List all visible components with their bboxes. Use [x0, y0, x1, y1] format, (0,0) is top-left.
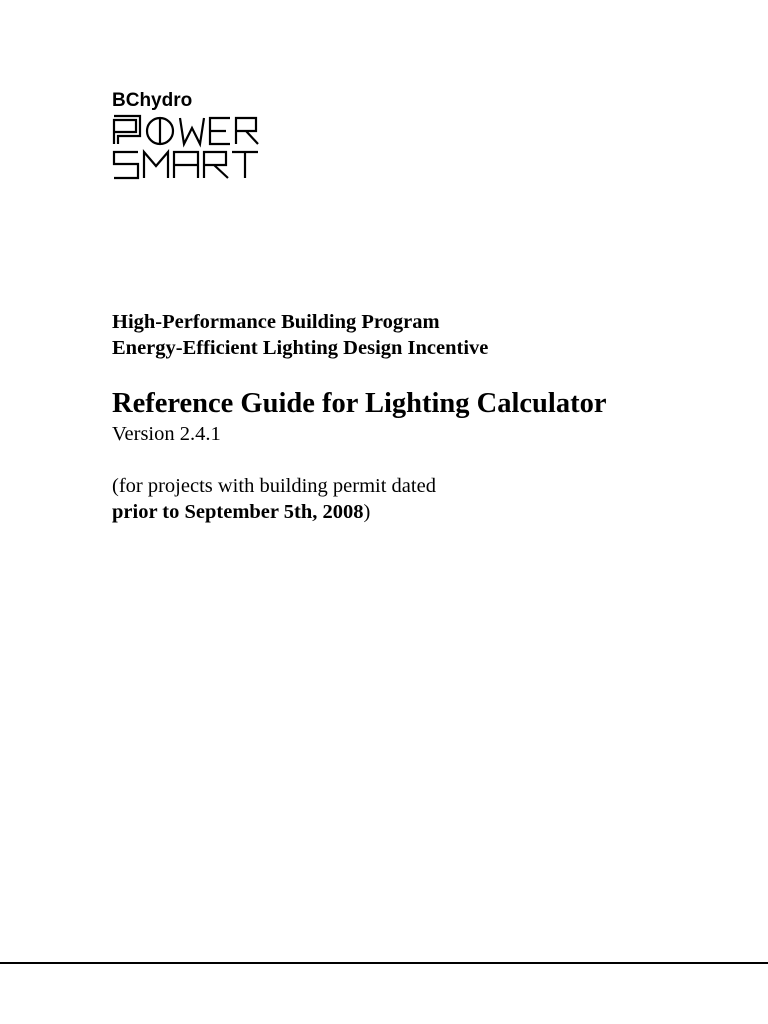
bc-hydro-wordmark: BChydro — [112, 90, 193, 111]
smart-wordmark — [114, 152, 258, 178]
bc-hydro-power-smart-logo — [112, 86, 262, 182]
note-open-paren: ( — [112, 475, 119, 497]
note-line-1 — [112, 473, 436, 499]
document-version: Version 2.4.1 — [112, 423, 221, 445]
power-wordmark — [114, 116, 258, 144]
footer-divider — [0, 962, 768, 964]
note-close-paren: ) — [363, 501, 371, 523]
program-name: High-Performance Building Program — [112, 311, 440, 333]
applicability-note — [112, 473, 436, 525]
note-line-1-text: for projects with building permit dated — [118, 475, 436, 497]
incentive-name: Energy-Efficient Lighting Design Incentive — [112, 337, 489, 359]
permit-date-cutoff: prior to September 5th, 2008 — [112, 501, 364, 523]
note-line-2 — [112, 499, 436, 525]
program-heading — [112, 309, 488, 361]
document-title: Reference Guide for Lighting Calculator — [112, 388, 607, 419]
